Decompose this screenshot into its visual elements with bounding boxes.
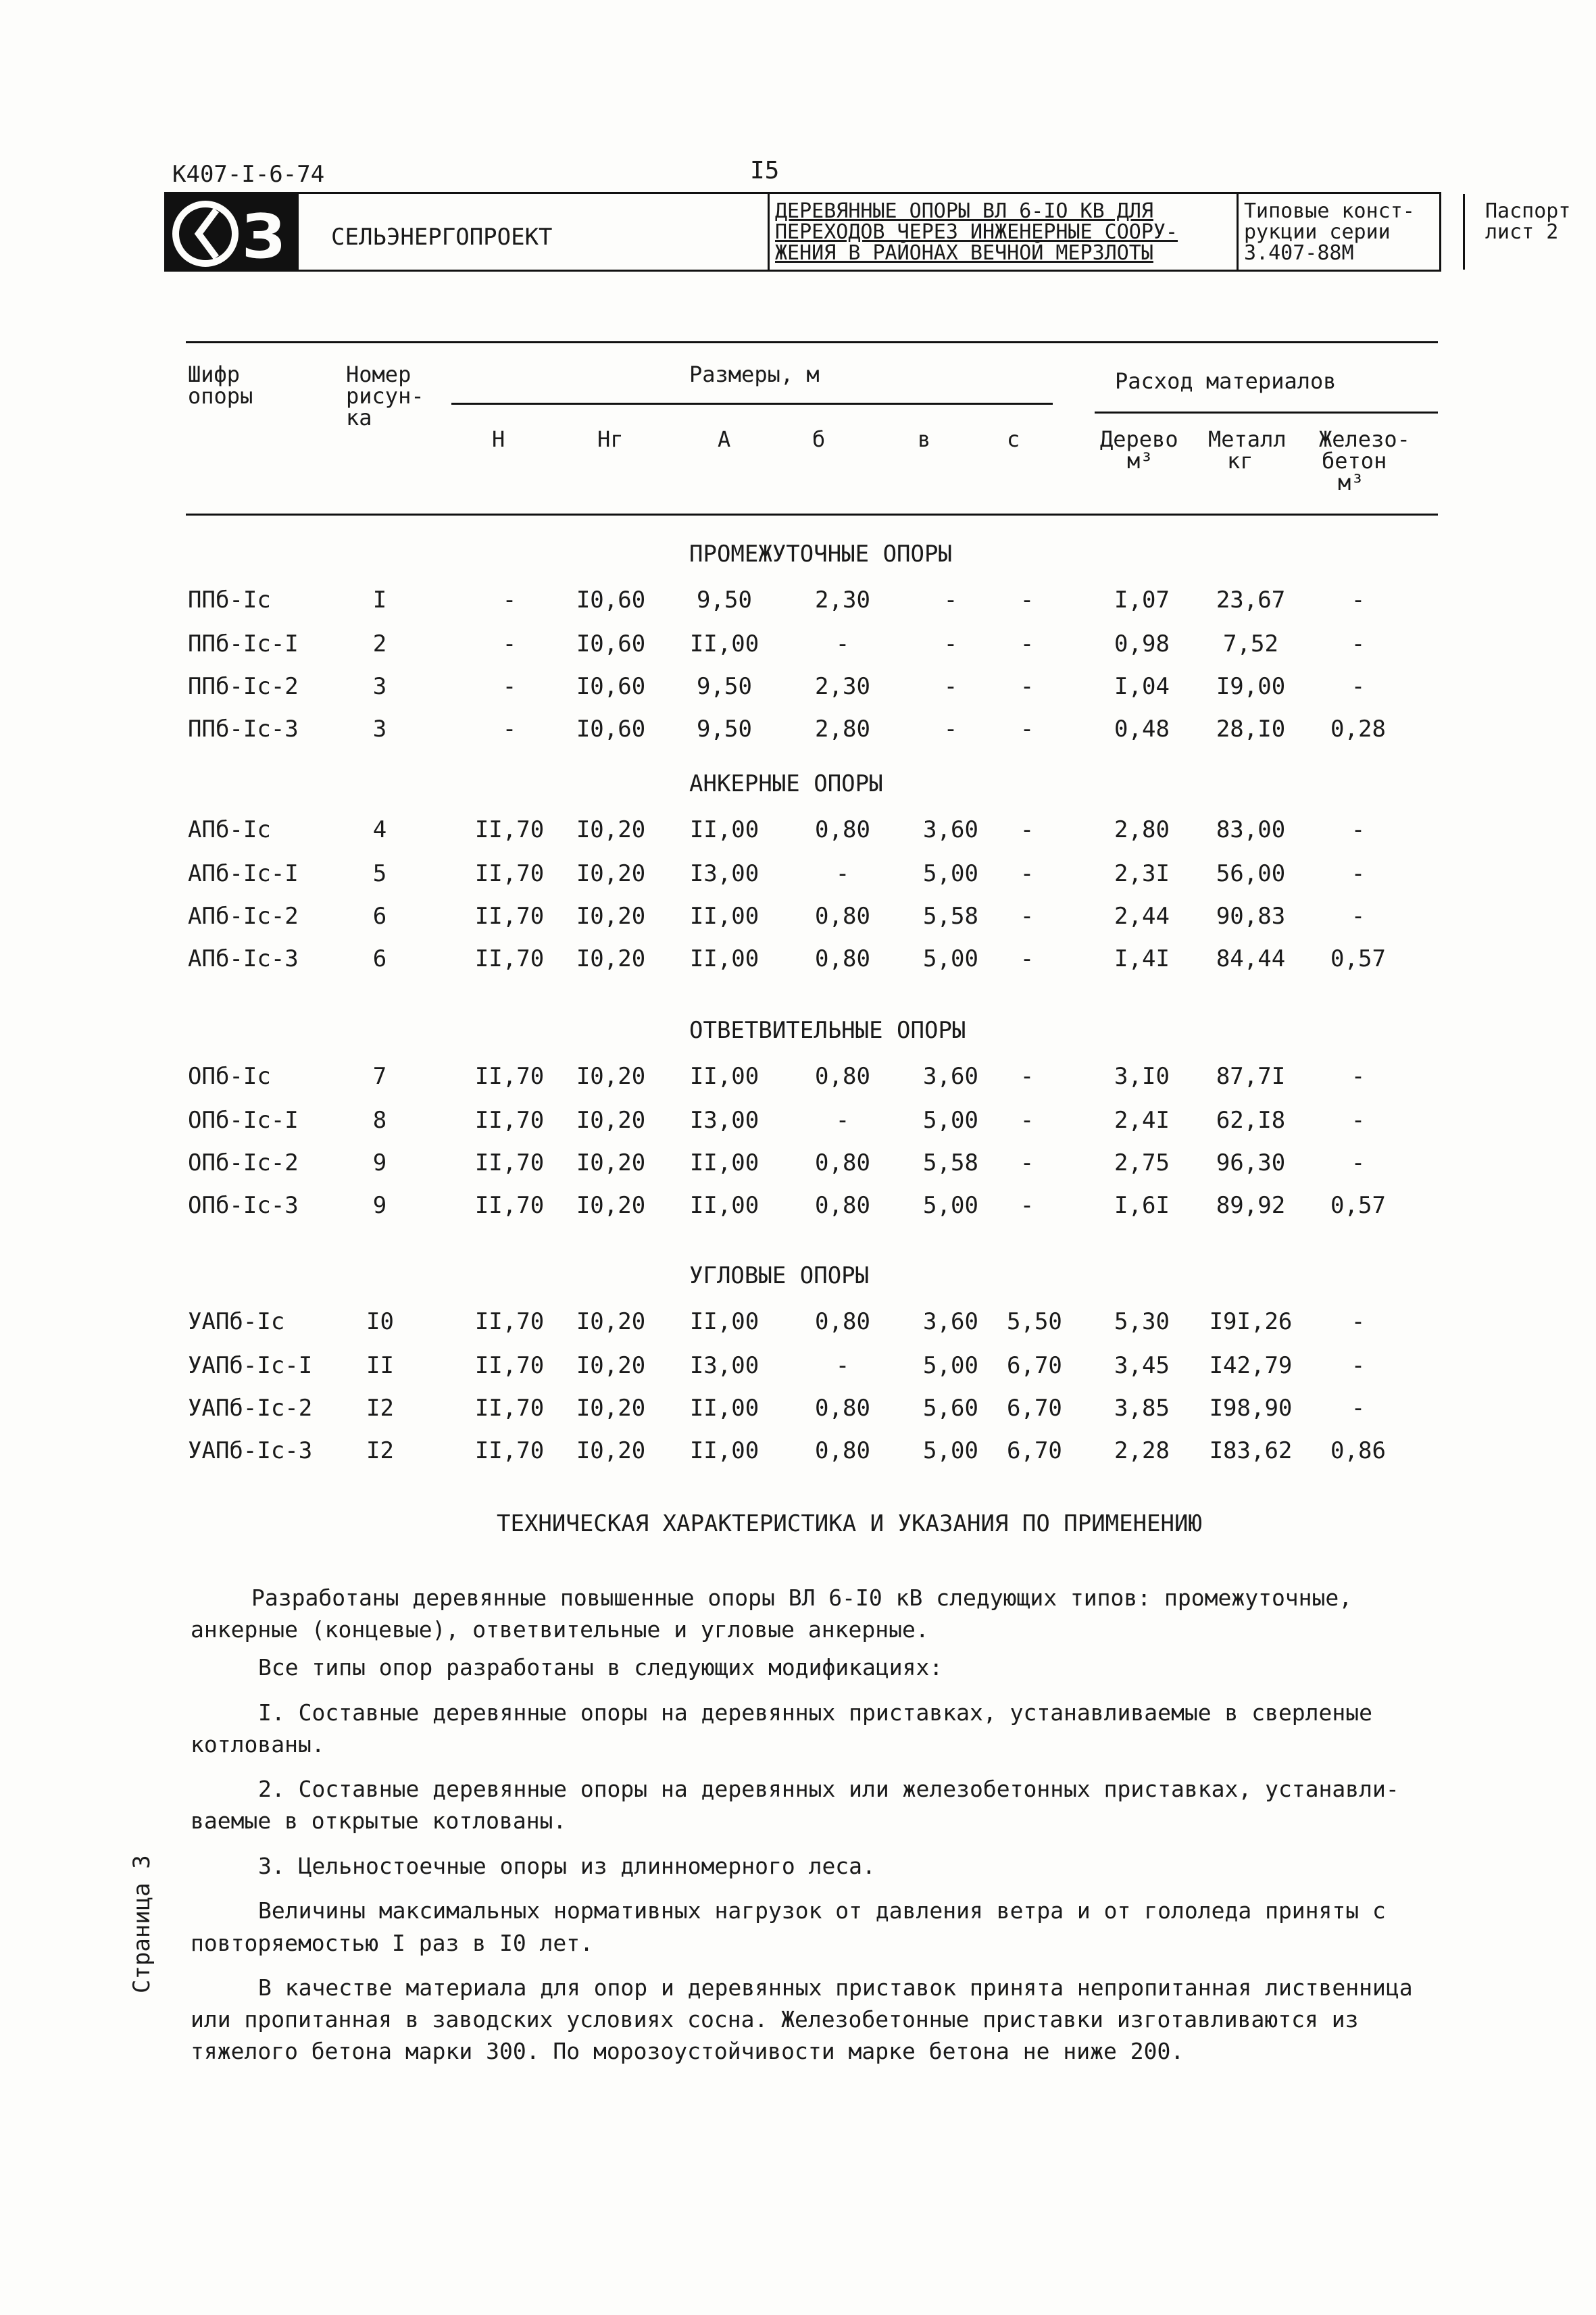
table-cell: 0,57 bbox=[1330, 1192, 1386, 1219]
row-code: АПб-Iс bbox=[188, 816, 271, 843]
table-cell: I,07 bbox=[1114, 587, 1170, 614]
table-cell: - bbox=[943, 587, 958, 614]
table-cell: II,00 bbox=[689, 1192, 759, 1219]
table-cell: - bbox=[502, 716, 517, 743]
table-cell: 62,I8 bbox=[1216, 1107, 1286, 1134]
table-cell: 90,83 bbox=[1216, 903, 1286, 930]
document-code: К407-I-6-74 bbox=[172, 161, 325, 188]
table-cell: I0 bbox=[366, 1308, 394, 1335]
table-cell: 0,28 bbox=[1330, 716, 1386, 743]
table-cell: I,04 bbox=[1114, 673, 1170, 700]
table-cell: 0,80 bbox=[815, 1437, 870, 1464]
table-cell: 3,60 bbox=[923, 1308, 978, 1335]
table-cell: 23,67 bbox=[1216, 587, 1286, 614]
table-cell: I0,20 bbox=[576, 1063, 646, 1090]
row-code: УАПб-Iс-I bbox=[188, 1352, 313, 1379]
table-cell: 3,85 bbox=[1114, 1395, 1170, 1422]
logo-letter: З bbox=[242, 201, 285, 268]
table-cell: - bbox=[1020, 903, 1034, 930]
table-cell: I3,00 bbox=[689, 1107, 759, 1134]
page-side-label: Страница 3 bbox=[128, 1855, 155, 1993]
table-cell: I0,20 bbox=[576, 1308, 646, 1335]
header-shifr-2: опоры bbox=[188, 383, 253, 409]
logo bbox=[166, 194, 297, 270]
table-cell: 96,30 bbox=[1216, 1149, 1286, 1176]
table-cell: 5,58 bbox=[923, 903, 978, 930]
table-cell: - bbox=[943, 716, 958, 743]
table-cell: 0,80 bbox=[815, 1063, 870, 1090]
table-cell: 0,57 bbox=[1330, 945, 1386, 972]
header-nomer-1: Номер bbox=[346, 362, 412, 387]
table-cell: - bbox=[1351, 1107, 1366, 1134]
table-cell: 3,I0 bbox=[1114, 1063, 1170, 1090]
row-code: УАПб-Iс-3 bbox=[188, 1437, 313, 1464]
text-line: или пропитанная в заводских условиях сосна. Железобетонные приставки изготавливаются из bbox=[191, 2006, 1359, 2033]
text-line: анкерные (концевые), ответвительные и угловые анкерные. bbox=[191, 1616, 929, 1643]
series-line: Типовые конст- bbox=[1244, 199, 1415, 223]
table-cell: 5,60 bbox=[923, 1395, 978, 1422]
table-cell: II,70 bbox=[474, 1395, 545, 1422]
table-cell: I42,79 bbox=[1209, 1352, 1293, 1379]
table-cell: - bbox=[502, 673, 517, 700]
table-top-rule bbox=[186, 341, 1438, 343]
table-cell: I0,20 bbox=[576, 816, 646, 843]
table-cell: 3 bbox=[372, 716, 387, 743]
table-cell: II,70 bbox=[474, 1437, 545, 1464]
section-title: АНКЕРНЫЕ ОПОРЫ bbox=[689, 770, 883, 797]
row-code: АПб-Iс-2 bbox=[188, 903, 299, 930]
row-code: УАПб-Iс bbox=[188, 1308, 285, 1335]
table-cell: II,70 bbox=[474, 1107, 545, 1134]
table-cell: II,70 bbox=[474, 860, 545, 887]
table-cell: 0,80 bbox=[815, 1395, 870, 1422]
section-title: УГЛОВЫЕ ОПОРЫ bbox=[689, 1262, 870, 1289]
row-code: ОПб-Iс-I bbox=[188, 1107, 299, 1134]
header-nomer-2: рисун- bbox=[346, 383, 424, 409]
text-line: Величины максимальных нормативных нагрузок от давления ветра и от гололеда приняты с bbox=[258, 1897, 1386, 1924]
header-concrete-3: м³ bbox=[1338, 470, 1364, 495]
table-cell: - bbox=[1351, 816, 1366, 843]
row-code: ППб-Iс-3 bbox=[188, 716, 299, 743]
table-cell: - bbox=[835, 1352, 850, 1379]
text-line: Все типы опор разработаны в следующих модификациях: bbox=[258, 1654, 943, 1681]
table-cell: I98,90 bbox=[1209, 1395, 1293, 1422]
table-cell: 5,00 bbox=[923, 1192, 978, 1219]
table-cell: 2,28 bbox=[1114, 1437, 1170, 1464]
table-cell: 2,30 bbox=[815, 587, 870, 614]
table-cell: 7,52 bbox=[1223, 630, 1278, 657]
table-cell: 87,7I bbox=[1216, 1063, 1286, 1090]
row-code: УАПб-Iс-2 bbox=[188, 1395, 313, 1422]
table-cell: - bbox=[835, 1107, 850, 1134]
table-cell: I0,20 bbox=[576, 945, 646, 972]
table-header-rule bbox=[186, 514, 1438, 516]
table-cell: - bbox=[1351, 673, 1366, 700]
table-cell: 5,00 bbox=[923, 1352, 978, 1379]
table-cell: - bbox=[1020, 716, 1034, 743]
header-concrete-1: Железо- bbox=[1319, 426, 1410, 452]
table-cell: II,00 bbox=[689, 1437, 759, 1464]
table-cell: 2,75 bbox=[1114, 1149, 1170, 1176]
table-cell: I0,20 bbox=[576, 860, 646, 887]
table-cell: II,00 bbox=[689, 1063, 759, 1090]
section-title: ПРОМЕЖУТОЧНЫЕ ОПОРЫ bbox=[689, 541, 952, 568]
organization: СЕЛЬЭНЕРГОПРОЕКТ bbox=[331, 224, 553, 251]
table-cell: 4 bbox=[372, 816, 387, 843]
table-cell: - bbox=[1351, 860, 1366, 887]
table-cell: I0,20 bbox=[576, 1107, 646, 1134]
table-cell: II,70 bbox=[474, 1149, 545, 1176]
title-line: ПЕРЕХОДОВ ЧЕРЕЗ ИНЖЕНЕРНЫЕ СООРУ- bbox=[775, 220, 1178, 244]
table-cell: - bbox=[1351, 1308, 1366, 1335]
table-cell: I0,60 bbox=[576, 587, 646, 614]
table-cell: I9,00 bbox=[1216, 673, 1286, 700]
table-cell: 6,70 bbox=[1007, 1437, 1062, 1464]
header-v: в bbox=[918, 426, 931, 452]
sizes-group-rule bbox=[451, 403, 1053, 405]
table-cell: I,4I bbox=[1114, 945, 1170, 972]
header-metal-2: кг bbox=[1227, 448, 1253, 474]
title-line: ЖЕНИЯ В РАЙОНАХ ВЕЧНОЙ МЕРЗЛОТЫ bbox=[775, 241, 1153, 265]
table-cell: 3,45 bbox=[1114, 1352, 1170, 1379]
table-cell: I,6I bbox=[1114, 1192, 1170, 1219]
table-cell: II,70 bbox=[474, 1308, 545, 1335]
table-cell: 0,80 bbox=[815, 945, 870, 972]
table-cell: 84,44 bbox=[1216, 945, 1286, 972]
series-cell bbox=[1237, 194, 1463, 270]
table-cell: - bbox=[1351, 630, 1366, 657]
row-code: ОПб-Iс-2 bbox=[188, 1149, 299, 1176]
table-cell: II,70 bbox=[474, 1192, 545, 1219]
table-cell: I0,20 bbox=[576, 903, 646, 930]
table-cell: 2 bbox=[372, 630, 387, 657]
table-cell: 28,I0 bbox=[1216, 716, 1286, 743]
table-cell: 9,50 bbox=[697, 716, 752, 743]
table-cell: II bbox=[366, 1352, 394, 1379]
header-wood-1: Дерево bbox=[1100, 426, 1178, 452]
table-cell: 0,80 bbox=[815, 1149, 870, 1176]
table-cell: II,00 bbox=[689, 1395, 759, 1422]
table-cell: 0,80 bbox=[815, 903, 870, 930]
table-cell: 0,48 bbox=[1114, 716, 1170, 743]
table-cell: I bbox=[372, 587, 387, 614]
text-line: Разработаны деревянные повышенные опоры ВЛ 6-I0 кВ следующих типов: промежуточные, bbox=[251, 1585, 1353, 1611]
row-code: ОПб-Iс-3 bbox=[188, 1192, 299, 1219]
header-materials-group: Расход материалов bbox=[1115, 368, 1337, 394]
table-cell: - bbox=[1351, 1395, 1366, 1422]
table-cell: I2 bbox=[366, 1437, 394, 1464]
table-cell: II,00 bbox=[689, 630, 759, 657]
table-cell: 5,00 bbox=[923, 860, 978, 887]
ck-logo-icon bbox=[172, 199, 293, 268]
table-cell: - bbox=[943, 630, 958, 657]
table-cell: 0,80 bbox=[815, 816, 870, 843]
table-cell: 0,98 bbox=[1114, 630, 1170, 657]
table-cell: 9,50 bbox=[697, 587, 752, 614]
text-heading: ТЕХНИЧЕСКАЯ ХАРАКТЕРИСТИКА И УКАЗАНИЯ ПО ПРИМЕНЕНИЮ bbox=[497, 1510, 1202, 1537]
table-cell: 6 bbox=[372, 945, 387, 972]
table-cell: I3,00 bbox=[689, 1352, 759, 1379]
table-cell: 5,30 bbox=[1114, 1308, 1170, 1335]
table-cell: II,70 bbox=[474, 945, 545, 972]
table-cell: 0,80 bbox=[815, 1308, 870, 1335]
header-h: Н bbox=[492, 426, 505, 452]
table-cell: - bbox=[502, 587, 517, 614]
row-code: АПб-Iс-I bbox=[188, 860, 299, 887]
table-cell: 2,80 bbox=[1114, 816, 1170, 843]
table-cell: 5 bbox=[372, 860, 387, 887]
row-code: АПб-Iс-3 bbox=[188, 945, 299, 972]
table-cell: 5,58 bbox=[923, 1149, 978, 1176]
table-cell: 9,50 bbox=[697, 673, 752, 700]
table-cell: I0,60 bbox=[576, 673, 646, 700]
table-cell: - bbox=[1020, 673, 1034, 700]
table-cell: - bbox=[1351, 1063, 1366, 1090]
table-cell: - bbox=[1020, 1192, 1034, 1219]
table-cell: I9I,26 bbox=[1209, 1308, 1293, 1335]
text-line: В качестве материала для опор и деревянных приставок принята непропитанная лиственница bbox=[258, 1974, 1413, 2001]
page-number: I5 bbox=[750, 157, 780, 184]
table-cell: 5,50 bbox=[1007, 1308, 1062, 1335]
text-line: 3. Цельностоечные опоры из длинномерного леса. bbox=[258, 1853, 876, 1879]
header-a: А bbox=[718, 426, 731, 452]
table-cell: - bbox=[1020, 1063, 1034, 1090]
organization-cell bbox=[297, 194, 768, 270]
table-cell: II,70 bbox=[474, 1063, 545, 1090]
title-block bbox=[164, 192, 1571, 272]
table-cell: II,00 bbox=[689, 1149, 759, 1176]
table-cell: - bbox=[1020, 587, 1034, 614]
table-cell: 2,80 bbox=[815, 716, 870, 743]
table-cell: 2,30 bbox=[815, 673, 870, 700]
row-code: ППб-Iс bbox=[188, 587, 271, 614]
row-code: ППб-Iс-I bbox=[188, 630, 299, 657]
series-line: З.407-88М bbox=[1244, 241, 1354, 265]
passport-line: лист 2 bbox=[1485, 220, 1559, 244]
table-cell: I0,20 bbox=[576, 1437, 646, 1464]
title-line: ДЕРЕВЯННЫЕ ОПОРЫ ВЛ 6-IO КВ ДЛЯ bbox=[775, 199, 1153, 223]
text-line: котлованы. bbox=[191, 1731, 325, 1758]
text-line: повторяемостью I раз в I0 лет. bbox=[191, 1930, 594, 1956]
table-cell: 56,00 bbox=[1216, 860, 1286, 887]
table-cell: - bbox=[1020, 945, 1034, 972]
section-title: ОТВЕТВИТЕЛЬНЫЕ ОПОРЫ bbox=[689, 1017, 966, 1044]
table-cell: I0,60 bbox=[576, 630, 646, 657]
table-cell: - bbox=[835, 630, 850, 657]
table-cell: 9 bbox=[372, 1149, 387, 1176]
table-cell: - bbox=[1020, 1149, 1034, 1176]
header-nomer-3: ка bbox=[346, 405, 372, 430]
table-cell: II,00 bbox=[689, 1308, 759, 1335]
table-cell: - bbox=[835, 860, 850, 887]
table-cell: 8 bbox=[372, 1107, 387, 1134]
table-cell: I2 bbox=[366, 1395, 394, 1422]
header-metal-1: Металл bbox=[1208, 426, 1287, 452]
table-cell: 83,00 bbox=[1216, 816, 1286, 843]
table-cell: - bbox=[1351, 1149, 1366, 1176]
table-cell: 6,70 bbox=[1007, 1352, 1062, 1379]
passport-line: Паспорт bbox=[1485, 199, 1571, 223]
table-cell: I0,20 bbox=[576, 1192, 646, 1219]
table-cell: 7 bbox=[372, 1063, 387, 1090]
table-cell: I0,20 bbox=[576, 1149, 646, 1176]
header-s: с bbox=[1007, 426, 1020, 452]
table-cell: - bbox=[943, 673, 958, 700]
passport-cell bbox=[1463, 194, 1596, 270]
table-cell: 3,60 bbox=[923, 816, 978, 843]
table-cell: 0,80 bbox=[815, 1192, 870, 1219]
row-code: ППб-Iс-2 bbox=[188, 673, 299, 700]
table-cell: II,00 bbox=[689, 903, 759, 930]
table-cell: 89,92 bbox=[1216, 1192, 1286, 1219]
table-cell: - bbox=[1020, 1107, 1034, 1134]
text-line: ваемые в открытые котлованы. bbox=[191, 1808, 567, 1834]
table-cell: - bbox=[1020, 816, 1034, 843]
table-cell: - bbox=[1020, 630, 1034, 657]
table-cell: 5,00 bbox=[923, 945, 978, 972]
table-cell: II,70 bbox=[474, 1352, 545, 1379]
table-cell: 2,4I bbox=[1114, 1107, 1170, 1134]
table-cell: 2,3I bbox=[1114, 860, 1170, 887]
table-cell: 2,44 bbox=[1114, 903, 1170, 930]
series-line: рукции серии bbox=[1244, 220, 1391, 244]
table-cell: II,70 bbox=[474, 903, 545, 930]
table-cell: 6,70 bbox=[1007, 1395, 1062, 1422]
table-cell: 3 bbox=[372, 673, 387, 700]
header-wood-2: м³ bbox=[1127, 448, 1153, 474]
table-cell: - bbox=[1351, 903, 1366, 930]
table-cell: I0,20 bbox=[576, 1395, 646, 1422]
table-cell: II,70 bbox=[474, 816, 545, 843]
text-line: 2. Составные деревянные опоры на деревянных или железобетонных приставках, устанавли- bbox=[258, 1776, 1399, 1802]
table-cell: 9 bbox=[372, 1192, 387, 1219]
table-cell: 5,00 bbox=[923, 1437, 978, 1464]
header-hg: Нг bbox=[597, 426, 624, 452]
table-cell: I0,20 bbox=[576, 1352, 646, 1379]
table-cell: - bbox=[1020, 860, 1034, 887]
table-cell: 6 bbox=[372, 903, 387, 930]
table-cell: II,00 bbox=[689, 945, 759, 972]
table-cell: 3,60 bbox=[923, 1063, 978, 1090]
table-cell: - bbox=[1351, 587, 1366, 614]
table-cell: - bbox=[1351, 1352, 1366, 1379]
table-cell: II,00 bbox=[689, 816, 759, 843]
table-cell: I83,62 bbox=[1209, 1437, 1293, 1464]
table-cell: 0,86 bbox=[1330, 1437, 1386, 1464]
table-cell: I0,60 bbox=[576, 716, 646, 743]
header-b: б bbox=[812, 426, 826, 452]
text-line: тяжелого бетона марки 300. По морозоустойчивости марке бетона не ниже 200. bbox=[191, 2038, 1184, 2064]
materials-group-rule bbox=[1095, 412, 1438, 414]
table-cell: 5,00 bbox=[923, 1107, 978, 1134]
header-concrete-2: бетон bbox=[1322, 448, 1387, 474]
title-cell bbox=[768, 194, 1237, 270]
header-sizes-group: Размеры, м bbox=[689, 362, 820, 387]
header-shifr-1: Шифр bbox=[188, 362, 241, 387]
table-cell: I3,00 bbox=[689, 860, 759, 887]
row-code: ОПб-Iс bbox=[188, 1063, 271, 1090]
text-line: I. Составные деревянные опоры на деревянных приставках, устанавливаемые в сверленые bbox=[258, 1699, 1373, 1726]
table-cell: - bbox=[502, 630, 517, 657]
